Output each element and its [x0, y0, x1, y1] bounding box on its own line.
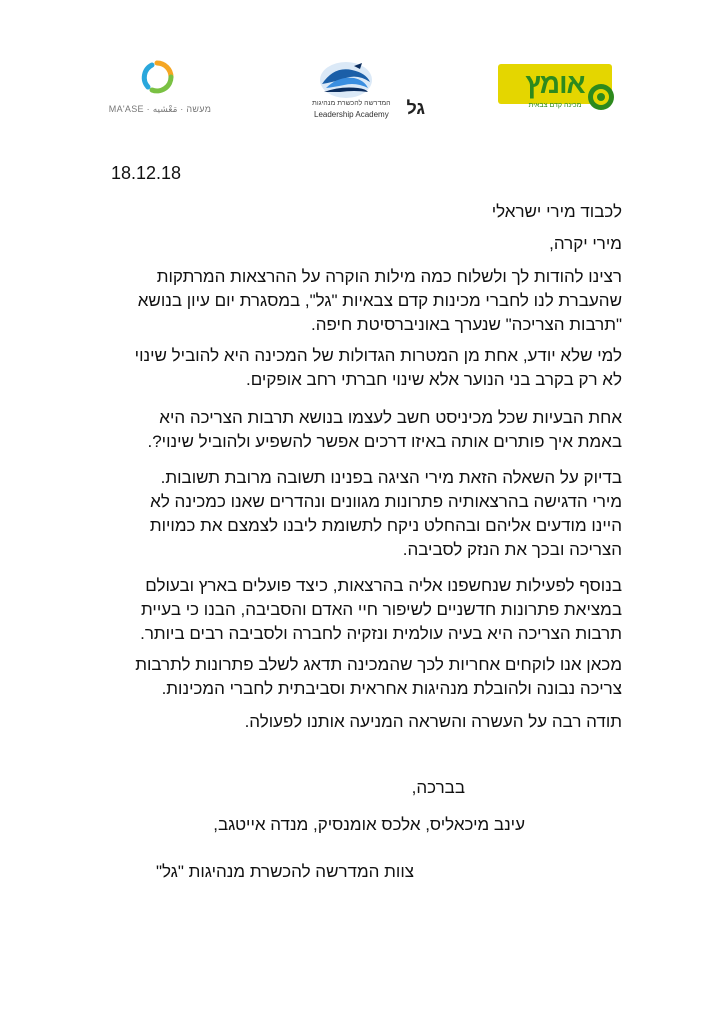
paragraph-problem — [147, 406, 622, 454]
otzma-logo-subtitle: מכינה קדם צבאית — [528, 102, 582, 109]
paragraph-goal — [135, 344, 622, 392]
paragraph-line: במציאת פתרונות חדשניים לשיפור חיי האדם והסביבה, הבנו כי בעיית — [141, 600, 622, 619]
paragraph-thanks — [138, 265, 622, 337]
paragraph-gratitude — [245, 710, 622, 734]
letter-signers: עינב מיכאליס, אלכס אומנסיק, מנדה אייטגב, — [213, 815, 525, 834]
paragraph-line: באמת איך פותרים אותה באיזו דרכים אפשר להשפיע ולהוביל שינוי?. — [147, 432, 622, 451]
gal-logo — [312, 60, 427, 124]
gal-logo-subtitle-hebrew: המדרשה להכשרת מנהיגות — [312, 100, 391, 107]
otzma-logo-word: אומץ — [525, 68, 585, 99]
paragraph-line: תרבות הצריכה היא בעיה עולמית ונזקיה לחברה ולסביבה רבים ביותר. — [140, 624, 622, 643]
paragraph-global — [140, 574, 622, 646]
paragraph-line: "תרבות הצריכה" שנערך באוניברסיטת חיפה. — [311, 315, 622, 334]
letter-closing: בברכה, — [411, 778, 465, 797]
gal-logo-subtitle-english: Leadership Academy — [314, 110, 389, 119]
paragraph-line: צריכה נבונה ולהובלת מנהיגות אחראית וסביבתית לחברי המכינות. — [161, 679, 622, 698]
paragraph-line: מכאן אנו לוקחים אחריות לכך שהמכינה תדאג לשלב פתרונות לתרבות — [135, 655, 622, 674]
letter-salutation: לכבוד מירי ישראלי — [491, 202, 622, 221]
paragraph-line: לא רק בקרב בני הנוער אלא שינוי חברתי רחב אופקים. — [245, 370, 622, 389]
maase-logo-name: MA'ASE · מעשה · مَعْشيه — [108, 104, 212, 114]
letter-date: 18.12.18 — [111, 163, 182, 183]
paragraph-line: למי שלא יודע, אחת מן המטרות הגדולות של המכינה היא להוביל שינוי — [134, 346, 622, 365]
paragraph-answer — [150, 466, 622, 562]
paragraph-line: הצריכה ובכך את הנזק לסביבה. — [402, 540, 622, 559]
paragraph-line: בדיוק על השאלה הזאת מירי הציגה בפנינו תשובה מרובת תשובות. — [160, 468, 622, 487]
paragraph-line: היינו מודעים אליהם ובהחלט ניקח לתשומת ליבנו לצמצם את כמויות — [149, 516, 622, 535]
paragraph-line: בנוסף לפעילות שנחשפנו אליה בהרצאות, כיצד פועלים בארץ ובעולם — [145, 576, 622, 595]
paragraph-line: רצינו להודות לך ולשלוח כמה מילות הוקרה על ההרצאות המרתקות — [156, 267, 622, 286]
letter-team-signature: צוות המדרשה להכשרת מנהיגות "גל" — [155, 862, 414, 881]
paragraph-line: תודה רבה על העשרה והשראה המניעה אותנו לפעולה. — [244, 712, 622, 731]
paragraph-line: אחת הבעיות שכל מכיניסט חשב לעצמו בנושא תרבות הצריכה היא — [159, 408, 622, 427]
paragraph-line: שהעברת לנו לחברי מכינות קדם צבאיות "גל", במסגרת יום עיון בנושא — [137, 291, 622, 310]
wave-emblem-icon — [318, 60, 374, 100]
letter-greeting: מירי יקרה, — [549, 234, 622, 253]
gal-logo-word: גל — [406, 98, 425, 118]
paragraph-responsibility — [135, 653, 622, 701]
maase-logo — [100, 58, 220, 126]
maase-ring-icon — [140, 60, 174, 94]
paragraph-line: מירי הדגישה בהרצאותיה פתרונות מגוונים ונהדרים שאנו כמכינה לא — [150, 492, 622, 511]
otzma-logo — [492, 60, 618, 120]
